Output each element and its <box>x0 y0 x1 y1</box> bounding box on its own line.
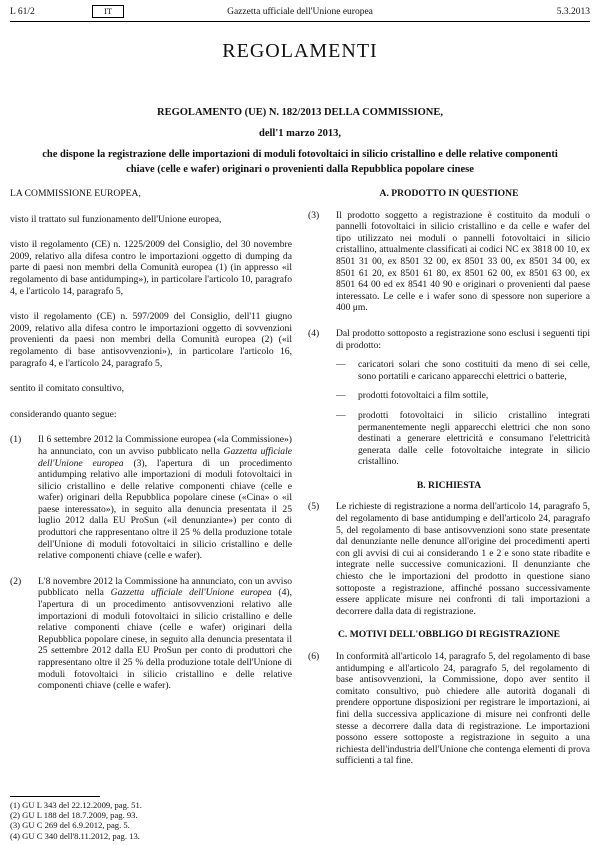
citation-antisubsidy: visto il regolamento (CE) n. 597/2009 del Consiglio, dell'11 giugno 2009, relativo alla difesa contro le importazioni oggetto di sovvenzioni provenienti da paesi non membri della Comunità europea (2) («il regolamento di base antisovvenzioni»), in particolare l'articolo 16, paragrafo 4, e l'articolo 24, paragrafo 5, <box>10 311 292 369</box>
footnote-1: (1) GU L 343 del 22.12.2009, pag. 51. <box>10 800 142 810</box>
footnote-2: (2) GU L 188 del 18.7.2009, pag. 93. <box>10 810 138 821</box>
recital-text: Il 6 settembre 2012 la Commissione europea («la Commissione») ha annunciato, con un avviso pubblicato nella Gazzetta ufficiale dell'Unione europea (3), l'apertura di un procedimento antidumping relativo alle importazioni di moduli fotovoltaici in silicio cristallino e delle relative componenti chiave (celle e wafer) originari della Repubblica popolare cinese («Cina» o «il paese interessato»), in seguito alla denuncia presentata il 25 luglio 2012 dalla EU ProSun («il denunziante») per conto di produttori che rappresentano oltre il 25 % della produzione totale dell'Unione di moduli fotovoltaici in silicio cristallino e delle relative componenti chiave (celle e wafer). <box>38 434 293 562</box>
heading-request: B. RICHIESTA <box>416 479 482 491</box>
whereas-intro: considerando quanto segue: <box>10 408 117 420</box>
recital-4 <box>308 328 590 468</box>
journal-title: Gazzetta ufficiale dell'Unione europea <box>227 7 373 17</box>
exclusion-item: — prodotti fotovoltaici a film sottile, <box>336 390 489 402</box>
header-rule <box>10 21 590 22</box>
recital-number: (3) <box>308 209 320 221</box>
footnotes <box>10 800 142 841</box>
heading-product: A. PRODOTTO IN QUESTIONE <box>379 188 519 199</box>
recital-2 <box>10 576 292 692</box>
regulation-number: REGOLAMENTO (UE) N. 182/2013 DELLA COMMISSIONE, <box>157 107 443 118</box>
regulation-subject: che dispone la registrazione delle importazioni di moduli fotovoltaici in silicio cristallino e delle relative componenti chiave (celle e wafer) originari o provenienti dalla Repubblica popolare cinese <box>42 149 558 175</box>
recital-text: Le richieste di registrazione a norma dell'articolo 14, paragrafo 5, del regolamento di base antidumping e dell'articolo 24, paragrafo 5, del regolamento di base antisovvenzioni sono state presentate dal denunziante nelle denunce all'origine dei procedimenti aperti con gli avvisi di cui ai considerando 1 e 2 e sono state ribadite e integrate nelle successive comunicazioni. Il denunziante che chiesto che le importazioni del prodotto in questione siano sottoposte a registrazione, affinché possano successivamente essere applicate misure nei confronti di tali importazioni a decorrere dalla data di registrazione. <box>336 501 590 617</box>
footnote-4: (4) GU C 340 dell'8.11.2012, pag. 13. <box>10 830 140 841</box>
section-title: REGOLAMENTI <box>222 40 378 62</box>
recital-text: Dal prodotto sottoposto a registrazione sono esclusi i seguenti tipi di prodotto: — caricatori solari che sono costituiti da meno di sei celle, sono portatili e caricano apparecchi elettrici o batterie, — prodotti fotovoltaici a film sottile, — prodotti fotovoltaici in silicio cristallino integrati permanentemente negli apparecchi elettrici che non sono destinati a generare elettricità e consumano l'elettricità generata dalle celle fotovoltaiche integrate in silicio cristallino. <box>336 327 590 468</box>
recital-6 <box>308 651 590 767</box>
regulation-title <box>40 105 560 177</box>
recital-text: In conformità all'articolo 14, paragrafo 5, del regolamento di base antidumping e all'articolo 24, paragrafo 5, del regolamento di base antisovvenzioni, la Commissione, dopo aver sentito il comitato consultivo, può chiedere alle autorità doganali di prendere opportune disposizioni per registrare le importazioni, ai fini della successiva applicazione di misure nei confronti delle stesse a decorrere dalla data di registrazione. Le importazioni possono essere sottoposte a registrazione in seguito a una richiesta dell'industria dell'Unione che contenga elementi di prova sufficienti a tal fine. <box>336 651 590 767</box>
recital-text: L'8 novembre 2012 la Commissione ha annunciato, con un avviso pubblicato nella Gazzetta ufficiale dell'Unione europea (4), l'apertura di un procedimento antisovvenzioni relativo alle importazioni di moduli fotovoltaici in silicio cristallino e delle relative componenti chiave (celle e wafer) originari della Repubblica popolare cinese, in seguito alla denuncia presentata il 25 settembre 2012 dalla EU ProSun per conto di produttori che rappresentano oltre il 25 % della produzione totale dell'Unione di moduli fotovoltaici in silicio cristallino e delle relative componenti chiave (celle e wafer). <box>38 575 292 692</box>
page-header <box>10 5 590 19</box>
publication-date: 5.3.2013 <box>556 7 590 17</box>
recital-5 <box>308 501 590 617</box>
journal-reference: Gazzetta ufficiale dell'Unione europea <box>110 587 272 599</box>
language-box: IT <box>92 5 124 18</box>
footnote-3: (3) GU C 269 del 6.9.2012, pag. 5. <box>10 820 130 831</box>
exclusion-item: — caricatori solari che sono costituiti da meno di sei celle, sono portatili e caricano apparecchi elettrici o batterie, <box>336 359 590 382</box>
citation-committee: sentito il comitato consultivo, <box>10 383 125 395</box>
commission-heading: LA COMMISSIONE EUROPEA, <box>10 188 141 199</box>
journal-reference: Gazzetta ufficiale dell'Unione europea <box>38 445 293 469</box>
recital-text: Il prodotto soggetto a registrazione è costituito da moduli o pannelli fotovoltaici in silicio cristallino e da celle e wafer del tipo utilizzato nei moduli o pannelli fotovoltaici in silicio cristallino, attualmente classificati ai codici NC ex 3818 00 10, ex 8501 31 00, ex 8501 32 00, ex 8501 33 00, ex 8501 34 00, ex 8501 61 20, ex 8501 61 80, ex 8501 62 00, ex 8501 63 00, ex 8501 64 00 ed ex 8541 40 90 e originari o provenienti dal paese interessato. Le celle e i wafer sono di spessore non superiore a 400 μm. <box>336 209 590 314</box>
left-column <box>10 188 292 692</box>
recital-number: (1) <box>10 434 22 446</box>
recital-3 <box>308 210 590 314</box>
right-column <box>308 188 590 767</box>
exclusion-item: — prodotti fotovoltaici in silicio cristallino integrati permanentemente negli apparecchi elettrici che non sono destinati a generare elettricità e consumano l'elettricità generata dalle celle fotovoltaiche integrate in silicio cristallino. <box>336 409 590 468</box>
regulation-date: dell'1 marzo 2013, <box>259 128 341 139</box>
citation-antidumping: visto il regolamento (CE) n. 1225/2009 del Consiglio, del 30 novembre 2009, relativo alla difesa contro le importazioni oggetto di dumping da parte di paesi non membri della Comunità europea (1) (in appresso «il regolamento di base antidumping»), in particolare l'articolo 10, paragrafo 4, e l'articolo 14, paragrafo 5, <box>10 239 292 297</box>
recital-1 <box>10 434 292 562</box>
recital-number: (6) <box>308 651 320 662</box>
footnote-rule <box>10 796 100 797</box>
citation-treaty: visto il trattato sul funzionamento dell'Unione europea, <box>10 213 222 225</box>
heading-grounds: C. MOTIVI DELL'OBBLIGO DI REGISTRAZIONE <box>337 629 561 641</box>
recital-number: (5) <box>308 501 320 513</box>
recital-number: (2) <box>10 575 22 587</box>
page-reference: L 61/2 <box>10 7 35 17</box>
recital-number: (4) <box>308 327 320 339</box>
